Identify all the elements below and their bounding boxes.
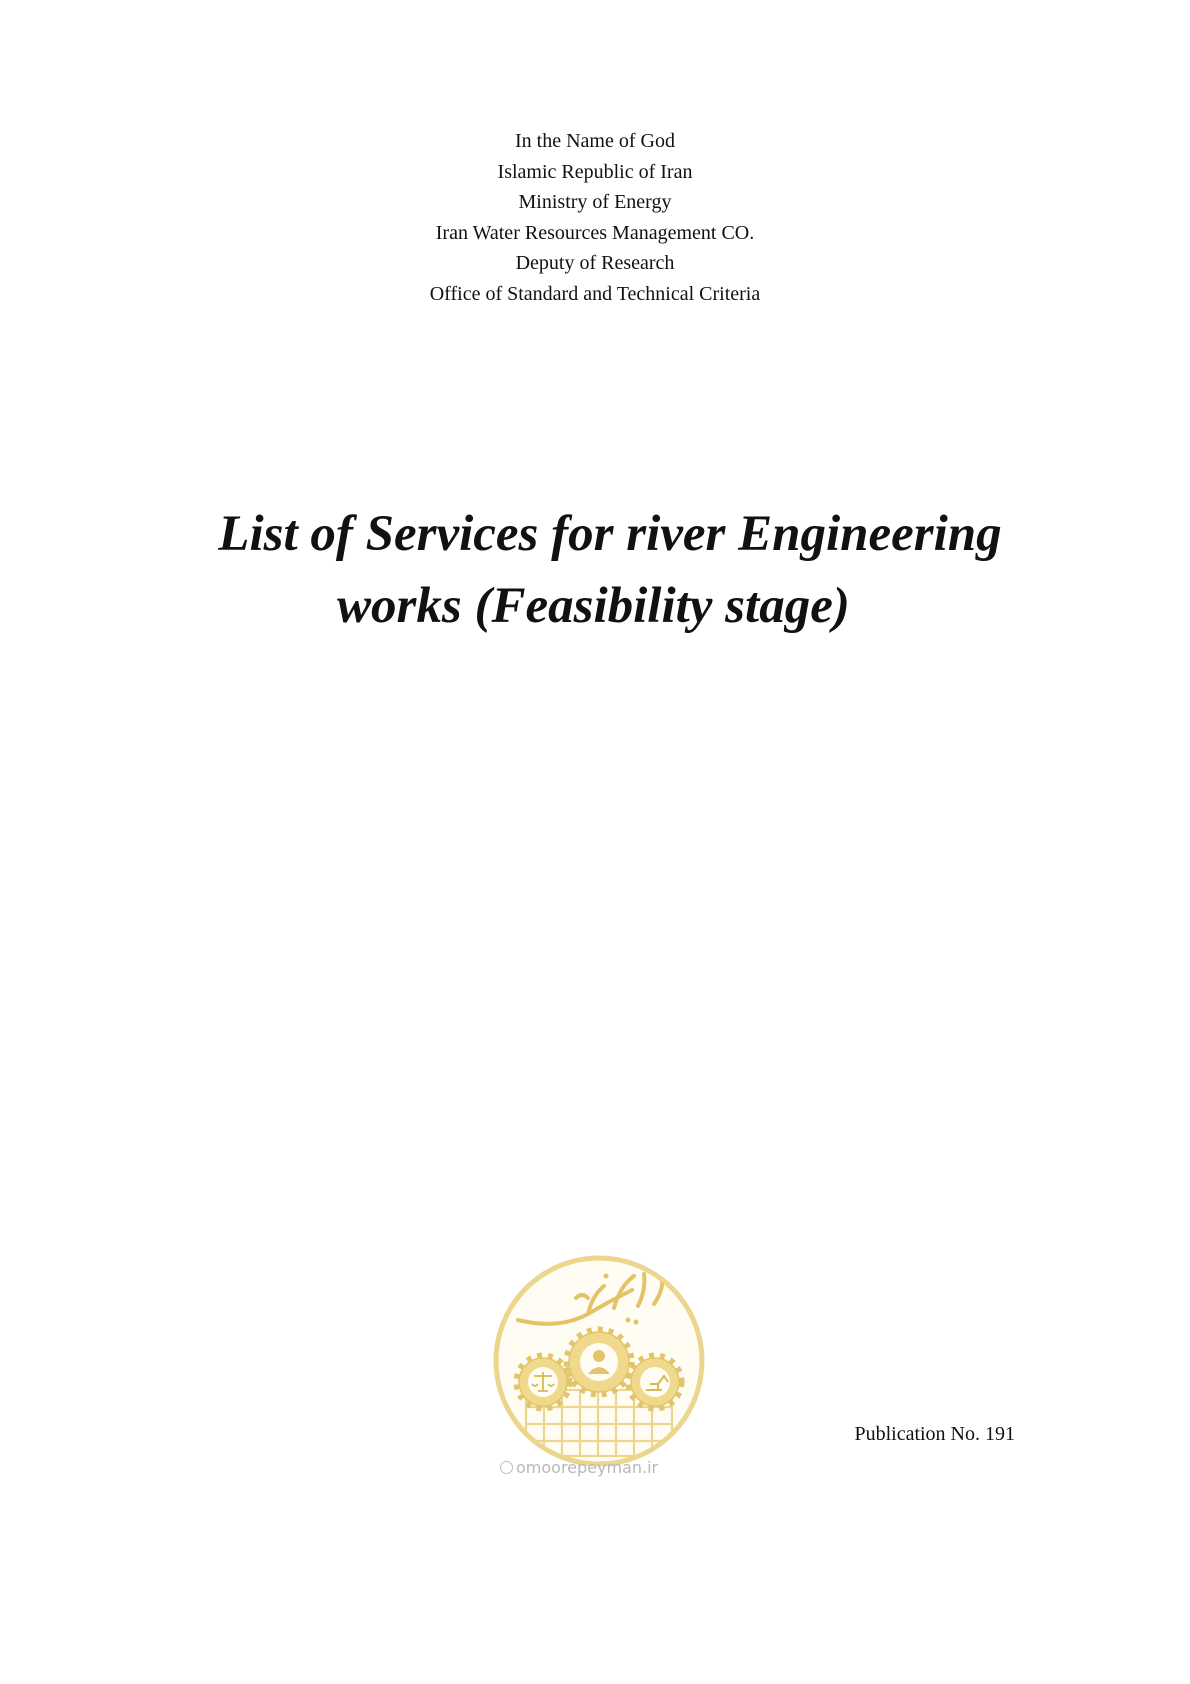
header-block <box>0 126 1190 309</box>
globe-icon <box>500 1461 513 1474</box>
title-line-2: works (Feasibility stage) <box>337 578 850 634</box>
omoorepeyman-logo-icon <box>488 1250 710 1472</box>
publication-number: Publication No. 191 <box>854 1423 1015 1445</box>
title-line-1: List of Services for river Engineering <box>218 506 1002 562</box>
header-line-1: In the Name of God <box>515 130 675 152</box>
header-line-6: Office of Standard and Technical Criteria <box>429 282 761 305</box>
document-title <box>175 498 1045 642</box>
header-line-3: Ministry of Energy <box>518 191 672 213</box>
header-line-2: Islamic Republic of Iran <box>497 160 693 183</box>
watermark-url-text: omoorepeyman.ir <box>516 1458 659 1477</box>
header-line-5: Deputy of Research <box>515 252 675 274</box>
watermark-url <box>500 1458 700 1477</box>
header-line-4: Iran Water Resources Management CO. <box>435 221 755 244</box>
